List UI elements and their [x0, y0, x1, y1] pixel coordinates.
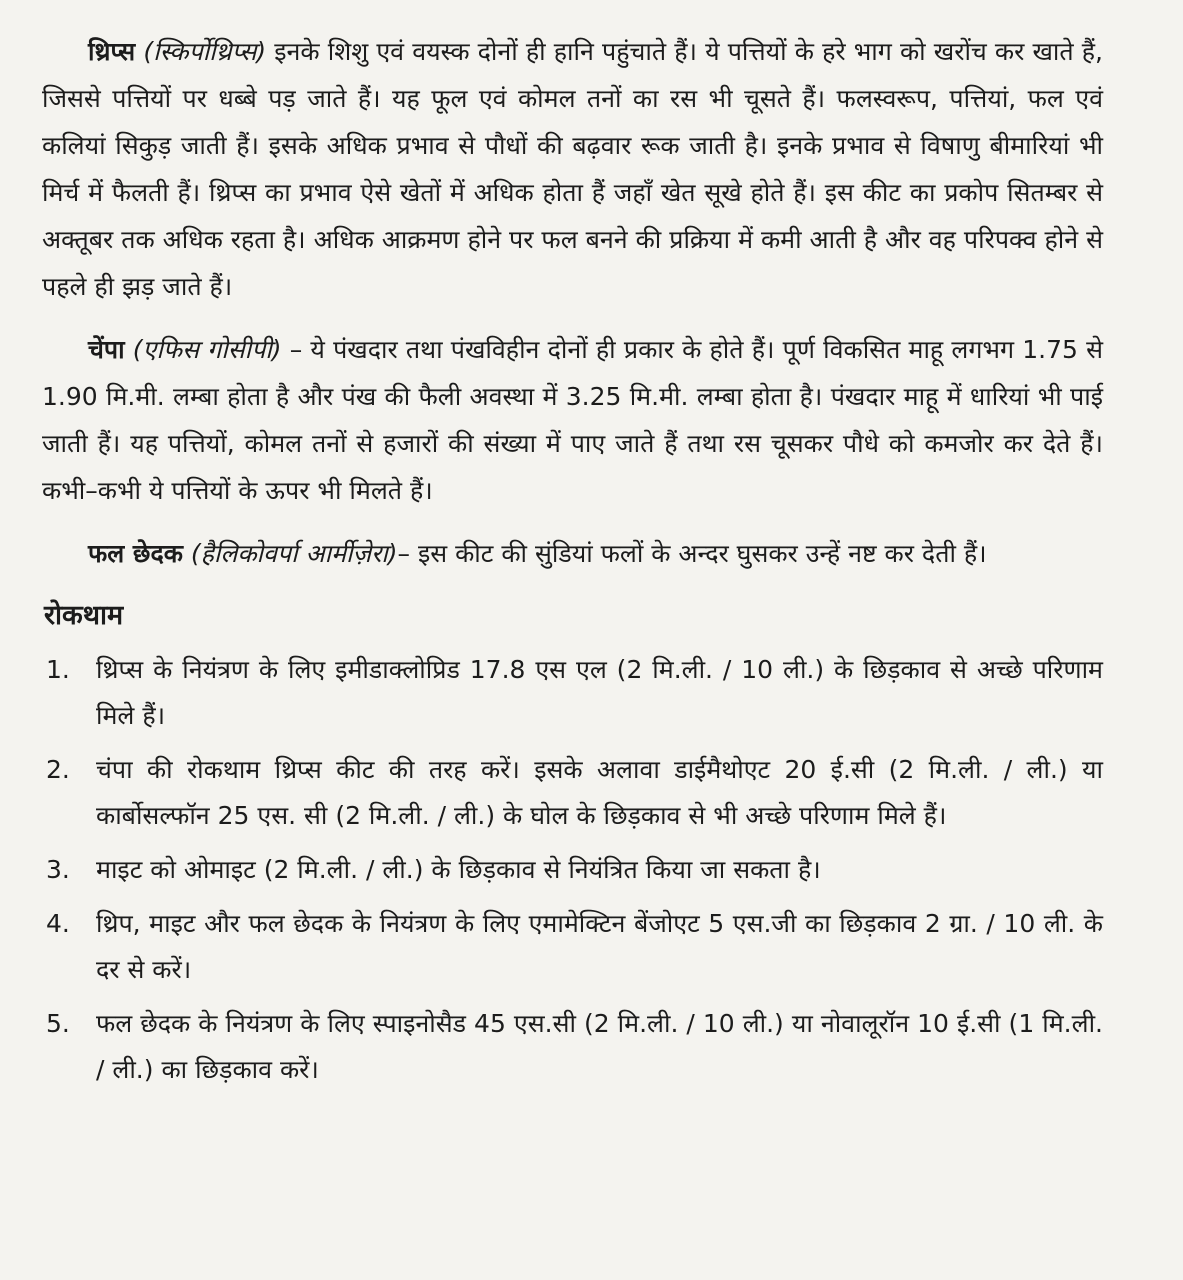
list-text: चंपा की रोकथाम थ्रिप्स कीट की तरह करें। इसके अलावा डाईमैथोएट 20 ई.सी (2 मि.ली. / ली.) या कार्बोसल्फॉन 25 एस. सी (2 मि.ली. / ली.) के घोल के छिड़काव से भी अच्छे परिणाम मिले हैं। [96, 755, 1103, 830]
scientific-name: (हैलिकोवर्पा आर्मीज़ेरा) [190, 539, 398, 568]
scientific-name: (स्किर्पोथ्रिप्स) [143, 37, 267, 66]
list-item [42, 901, 1103, 993]
paragraph-text: – ये पंखदार तथा पंखविहीन दोनों ही प्रकार के होते हैं। पूर्ण विकसित माहू लगभग 1.75 से 1.90 मि.मी. लम्बा होता है और पंख की फैली अवस्था में 3.25 मि.मी. लम्बा होता है। पंखदार माहू में धारियां भी पाई जाती हैं। यह पत्तियों, कोमल तनों से हजारों की संख्या में पाए जाते हैं तथा रस चूसकर पौधे को कमजोर कर देते हैं। कभी–कभी ये पत्तियों के ऊपर भी मिलते हैं। [42, 335, 1103, 505]
paragraph-aphid [42, 326, 1103, 514]
list-text: थ्रिप्स के नियंत्रण के लिए इमीडाक्लोप्रिड 17.8 एस एल (2 मि.ली. / 10 ली.) के छिड़काव से अच्छे परिणाम मिले हैं। [96, 655, 1103, 730]
list-number: 1. [46, 655, 70, 684]
list-number: 5. [46, 1009, 70, 1038]
list-item [42, 647, 1103, 739]
list-text: थ्रिप, माइट और फल छेदक के नियंत्रण के लिए एमामेक्टिन बेंजोएट 5 एस.जी का छिड़काव 2 ग्रा. / 10 ली. के दर से करें। [96, 909, 1103, 984]
pest-name: थ्रिप्स [88, 37, 136, 66]
paragraph-thrips [42, 28, 1103, 310]
list-number: 2. [46, 755, 70, 784]
control-list [42, 647, 1103, 1093]
pest-name: फल छेदक [88, 539, 183, 568]
list-item [42, 847, 1103, 893]
list-text: फल छेदक के नियंत्रण के लिए स्पाइनोसैड 45 एस.सी (2 मि.ली. / 10 ली.) या नोवालूरॉन 10 ई.सी (1 मि.ली. / ली.) का छिड़काव करें। [96, 1009, 1103, 1084]
list-item [42, 747, 1103, 839]
list-item [42, 1001, 1103, 1093]
pest-name: चेंपा [88, 335, 125, 364]
section-heading: रोकथाम [44, 600, 124, 631]
paragraph-text: – इस कीट की सुंडियां फलों के अन्दर घुसकर उन्हें नष्ट कर देती हैं। [397, 539, 987, 568]
paragraph-fruit-borer [42, 530, 1103, 577]
list-number: 4. [46, 909, 70, 938]
list-number: 3. [46, 855, 70, 884]
scientific-name: (एफिस गोसीपी) [132, 335, 282, 364]
list-text: माइट को ओमाइट (2 मि.ली. / ली.) के छिड़काव से नियंत्रित किया जा सकता है। [96, 855, 821, 884]
paragraph-text: इनके शिशु एवं वयस्क दोनों ही हानि पहुंचाते हैं। ये पत्तियों के हरे भाग को खरोंच कर खाते हैं, जिससे पत्तियों पर धब्बे पड़ जाते हैं। यह फूल एवं कोमल तनों का रस भी चूसते हैं। फलस्वरूप, पत्तियां, फल एवं कलियां सिकुड़ जाती हैं। इसके अधिक प्रभाव से पौधों की बढ़वार रूक जाती है। इनके प्रभाव से विषाणु बीमारियां भी मिर्च में फैलती हैं। थ्रिप्स का प्रभाव ऐसे खेतों में अधिक होता हैं जहाँ खेत सूखे होते हैं। इस कीट का प्रकोप सितम्बर से अक्तूबर तक अधिक रहता है। अधिक आक्रमण होने पर फल बनने की प्रक्रिया में कमी आती है और वह परिपक्व होने से पहले ही झड़ जाते हैं। [42, 37, 1103, 301]
